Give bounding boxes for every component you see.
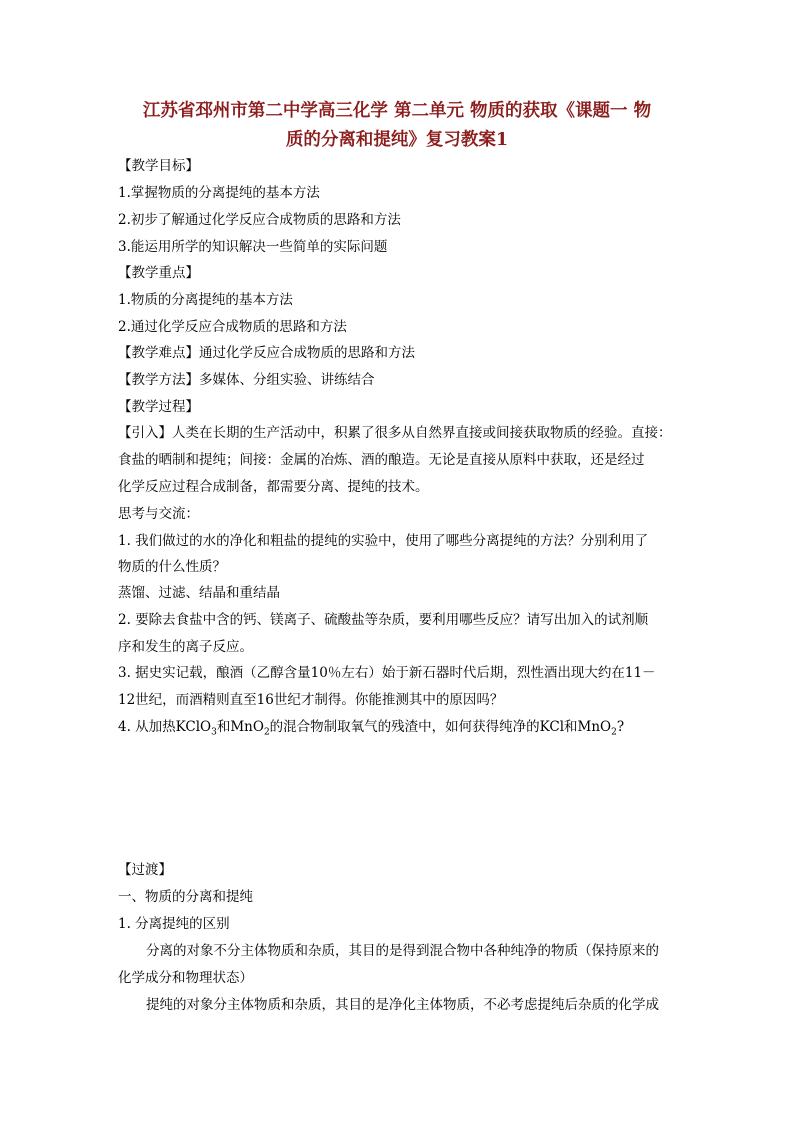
question-4-part-c: 的混合物制取氧气的残渣中，如何获得纯净的KCl和MnO bbox=[269, 719, 612, 735]
section-methods: 【教学方法】多媒体、分组实验、讲练结合 bbox=[118, 372, 375, 388]
objective-item-1: 1.掌握物质的分离提纯的基本方法 bbox=[118, 185, 320, 201]
intro-paragraph-line-1: 【引入】人类在长期的生产活动中，积累了很多从自然界直接或间接获取物质的经验。直接： bbox=[118, 425, 672, 441]
discussion-heading: 思考与交流： bbox=[118, 506, 199, 522]
question-4-subscript-3: 2 bbox=[611, 727, 617, 738]
subsection-heading-separation: 一、物质的分离和提纯 bbox=[118, 889, 253, 905]
question-3-line-1: 3. 据史实记载，酿酒（乙醇含量10％左右）始于新石器时代后期，烈性酒出现大约在11－ bbox=[118, 665, 656, 681]
subsection-item-1: 1. 分离提纯的区别 bbox=[118, 916, 230, 932]
section-difficulty: 【教学难点】通过化学反应合成物质的思路和方法 bbox=[118, 345, 415, 361]
question-4-subscript-2: 2 bbox=[263, 727, 270, 738]
question-2-line-1: 2. 要除去食盐中含的钙、镁离子、硫酸盐等杂质，要利用哪些反应？请写出加入的试剂顺 bbox=[118, 612, 649, 628]
question-4-part-d: ? bbox=[616, 719, 625, 735]
separation-paragraph-line-1: 分离的对象不分主体物质和杂质，其目的是得到混合物中各种纯净的物质（保持原来的 bbox=[146, 943, 659, 959]
document-title-line-1: 江苏省邳州市第二中学高三化学 第二单元 物质的获取《课题一 物 bbox=[142, 101, 652, 121]
key-point-item-2: 2.通过化学反应合成物质的思路和方法 bbox=[118, 319, 347, 335]
question-1-line-1: 1. 我们做过的水的净化和粗盐的提纯的实验中，使用了哪些分离提纯的方法？分别利用了 bbox=[118, 533, 649, 549]
question-4-part-a: 4. 从加热KClO bbox=[118, 719, 212, 735]
question-2-line-2: 序和发生的离子反应。 bbox=[118, 639, 253, 655]
question-4-part-b: 和MnO bbox=[216, 719, 264, 735]
document-title-line-2: 质的分离和提纯》复习教案1 bbox=[285, 130, 509, 150]
section-heading-process: 【教学过程】 bbox=[118, 399, 199, 415]
question-3-line-2: 12世纪，而酒精则直至16世纪才制得。你能推测其中的原因吗？ bbox=[118, 692, 504, 708]
purification-paragraph-line-1: 提纯的对象分主体物质和杂质，其目的是净化主体物质，不必考虑提纯后杂质的化学成 bbox=[146, 997, 659, 1013]
separation-paragraph-line-2: 化学成分和物理状态） bbox=[118, 970, 253, 986]
section-transition: 【过渡】 bbox=[118, 862, 172, 878]
question-1-answer: 蒸馏、过滤、结晶和重结晶 bbox=[118, 585, 280, 601]
intro-paragraph-line-3: 化学反应过程合成制备，都需要分离、提纯的技术。 bbox=[118, 479, 429, 495]
section-heading-key-points: 【教学重点】 bbox=[118, 265, 199, 281]
question-4-subscript-1: 3 bbox=[211, 727, 217, 738]
objective-item-3: 3.能运用所学的知识解决一些简单的实际问题 bbox=[118, 239, 388, 255]
intro-paragraph-line-2: 食盐的晒制和提纯；间接：金属的冶炼、酒的酿造。无论是直接从原料中获取，还是经过 bbox=[118, 452, 645, 468]
section-heading-objectives: 【教学目标】 bbox=[118, 158, 199, 174]
question-1-line-2: 物质的什么性质？ bbox=[118, 559, 226, 575]
question-4 bbox=[118, 718, 624, 736]
key-point-item-1: 1.物质的分离提纯的基本方法 bbox=[118, 292, 293, 308]
objective-item-2: 2.初步了解通过化学反应合成物质的思路和方法 bbox=[118, 212, 401, 228]
